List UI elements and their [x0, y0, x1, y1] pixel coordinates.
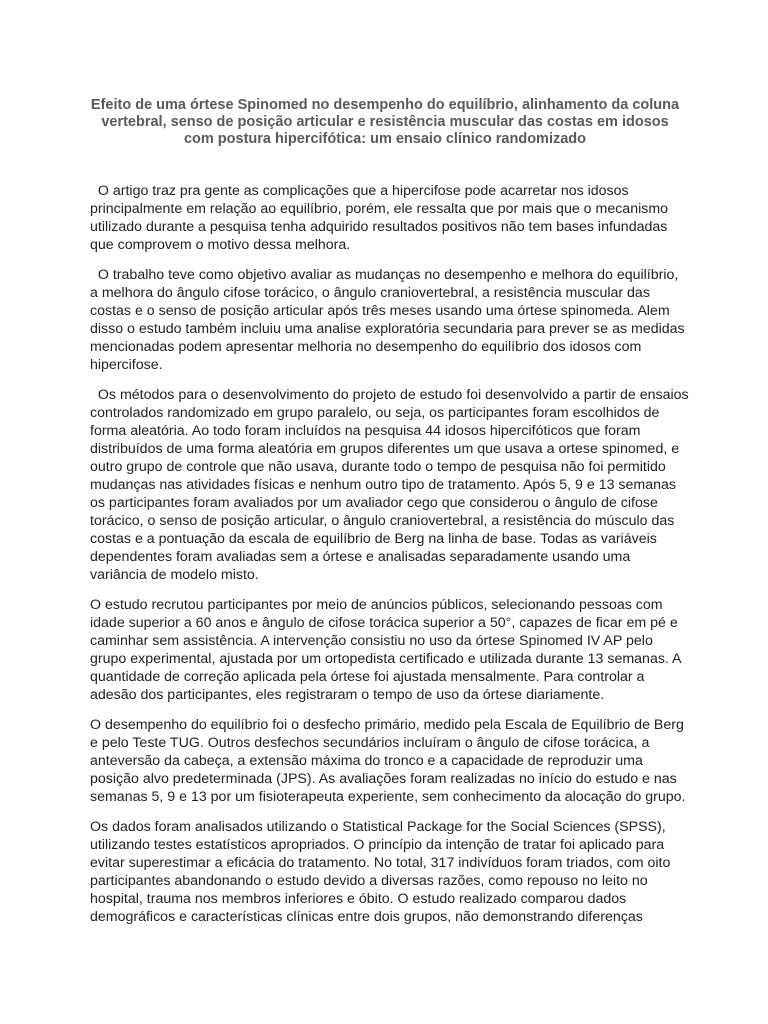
paragraph: O estudo recrutou participantes por meio de anúncios públicos, selecionando pessoas com idade superior a 60 anos e ângulo de cifose torácica superior a 50°, capazes de ficar em pé e caminhar sem assistência. A intervenção consistiu no uso da órtese Spinomed IV AP pelo grupo experimental, ajustada por um ortopedista certificado e utilizada durante 13 semanas. A quantidade de correção aplicada pela órtese foi ajustada mensalmente. Para controlar a adesão dos participantes, eles registraram o tempo de uso da órtese diariamente. — [90, 597, 685, 703]
paragraph: O trabalho teve como objetivo avaliar as mudanças no desempenho e melhora do equilíbrio, a melhora do ângulo cifose torácico, o ângulo craniovertebral, a resistência muscular das costas e o senso de posição articular após três meses usando uma órtese spinomeda. Alem disso o estudo também incluiu uma analise exploratória secundaria para prever se as medidas mencionadas podem apresentar melhoria no desempenho do equilíbrio dos idosos com hipercifose. — [90, 267, 689, 373]
paragraph: O artigo traz pra gente as complicações que a hipercifose pode acarretar nos idosos principalmente em relação ao equilíbrio, porém, ele ressalta que por mais que o mecanismo utilizado durante a pesquisa tenha adquirido resultados positivos não tem bases infundadas que comprovem o motivo dessa melhora. — [90, 183, 672, 253]
document-title: Efeito de uma órtese Spinomed no desempenho do equilíbrio, alinhamento da coluna vertebral, senso de posição articular e resistência muscular das costas em idosos com postura hipercifótica: um ensaio clínico randomizado — [90, 97, 680, 147]
paragraph: Os dados foram analisados utilizando o Statistical Package for the Social Sciences (SPSS), utilizando testes estatísticos apropriados. O princípio da intenção de tratar foi aplicado para evitar superestimar a eficácia do tratamento. No total, 317 indivíduos foram triados, com oito participantes abandonando o estudo devido a diversas razões, como repouso no leito no hospital, trauma nos membros inferiores e óbito. O estudo realizado comparou dados demográficos e características clínicas entre dois grupos, não demonstrando diferenças — [90, 819, 675, 925]
paragraph: Os métodos para o desenvolvimento do projeto de estudo foi desenvolvido a partir de ensaios controlados randomizado em grupo paralelo, ou seja, os participantes foram escolhidos de forma aleatória. Ao todo foram incluídos na pesquisa 44 idosos hipercifóticos que foram distribuídos de uma forma aleatória em grupos diferentes um que usava a ortese spinomed, e outro grupo de controle que não usava, durante todo o tempo de pesquisa não foi permitido mudanças nas atividades físicas e nenhum outro tipo de tratamento. Após 5, 9 e 13 semanas os participantes foram avaliados por um avaliador cego que considerou o ângulo de cifose torácico, o senso de posição articular, o ângulo craniovertebral, a resistência do músculo das costas e a pontuação da escala de equilíbrio de Berg na linha de base. Todas as variáveis dependentes foram avaliadas sem a órtese e analisadas separadamente usando uma variância de modelo misto. — [90, 387, 693, 583]
document-body — [90, 182, 693, 938]
paragraph: O desempenho do equilíbrio foi o desfecho primário, medido pela Escala de Equilíbrio de Berg e pelo Teste TUG. Outros desfechos secundários incluíram o ângulo de cifose torácica, a anteversão da cabeça, a extensão máxima do tronco e a capacidade de reproduzir uma posição alvo predeterminada (JPS). As avaliações foram realizadas no início do estudo e nas semanas 5, 9 e 13 por um fisioterapeuta experiente, sem conhecimento da alocação do grupo. — [90, 717, 688, 805]
